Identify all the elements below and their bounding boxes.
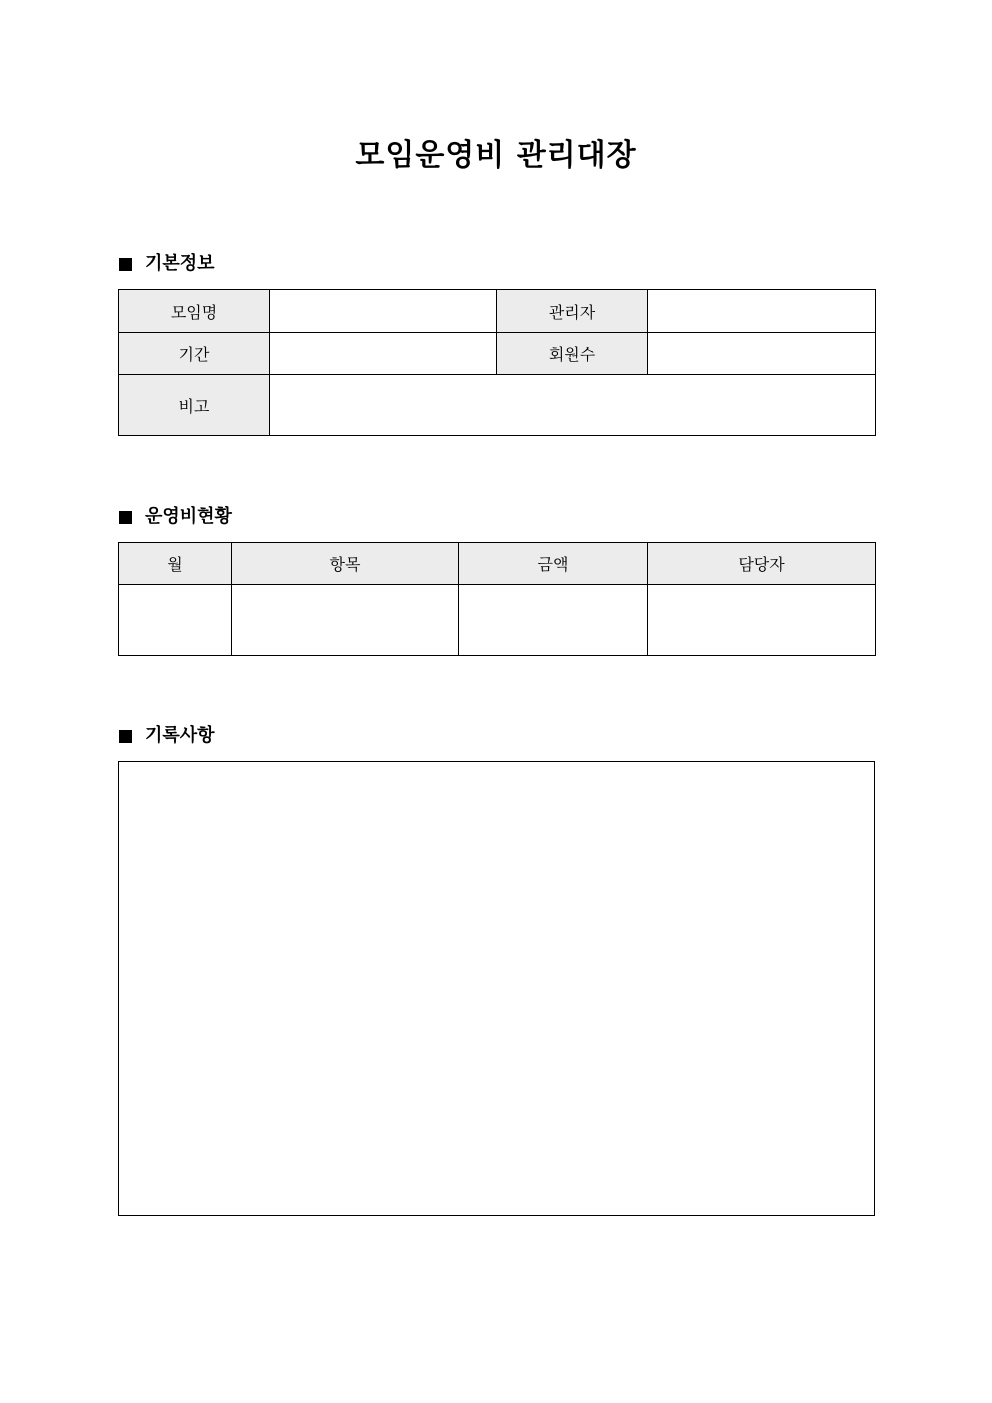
- expenses-header-row: [119, 543, 876, 585]
- person-in-charge-column-header: 담당자: [648, 543, 876, 585]
- member-count-field[interactable]: [648, 333, 876, 375]
- document-title: 모임운영비 관리대장: [355, 138, 637, 173]
- records-heading: [119, 724, 215, 748]
- meeting-name-field[interactable]: [270, 290, 497, 333]
- item-cell[interactable]: [232, 585, 459, 656]
- expenses-table: [118, 542, 876, 656]
- remarks-label: 비고: [119, 375, 270, 436]
- expenses-heading: [119, 505, 232, 529]
- basic-info-heading: [119, 252, 215, 276]
- square-bullet-icon: [119, 511, 132, 524]
- square-bullet-icon: [119, 258, 132, 271]
- period-label: 기간: [119, 333, 270, 375]
- item-column-header: 항목: [232, 543, 459, 585]
- meeting-name-label: 모임명: [119, 290, 270, 333]
- basic-info-row: [119, 290, 876, 333]
- basic-info-row: [119, 375, 876, 436]
- records-heading-text: 기록사항: [145, 725, 215, 746]
- period-field[interactable]: [270, 333, 497, 375]
- amount-column-header: 금액: [459, 543, 648, 585]
- records-notes-area[interactable]: [118, 761, 875, 1216]
- remarks-field[interactable]: [270, 375, 876, 436]
- month-cell[interactable]: [119, 585, 232, 656]
- amount-cell[interactable]: [459, 585, 648, 656]
- expenses-heading-text: 운영비현황: [145, 506, 232, 527]
- month-column-header: 월: [119, 543, 232, 585]
- manager-field[interactable]: [648, 290, 876, 333]
- person-in-charge-cell[interactable]: [648, 585, 876, 656]
- basic-info-table: [118, 289, 876, 436]
- member-count-label: 회원수: [497, 333, 648, 375]
- basic-info-row: [119, 333, 876, 375]
- square-bullet-icon: [119, 730, 132, 743]
- manager-label: 관리자: [497, 290, 648, 333]
- basic-info-heading-text: 기본정보: [145, 253, 215, 274]
- table-row: [119, 585, 876, 656]
